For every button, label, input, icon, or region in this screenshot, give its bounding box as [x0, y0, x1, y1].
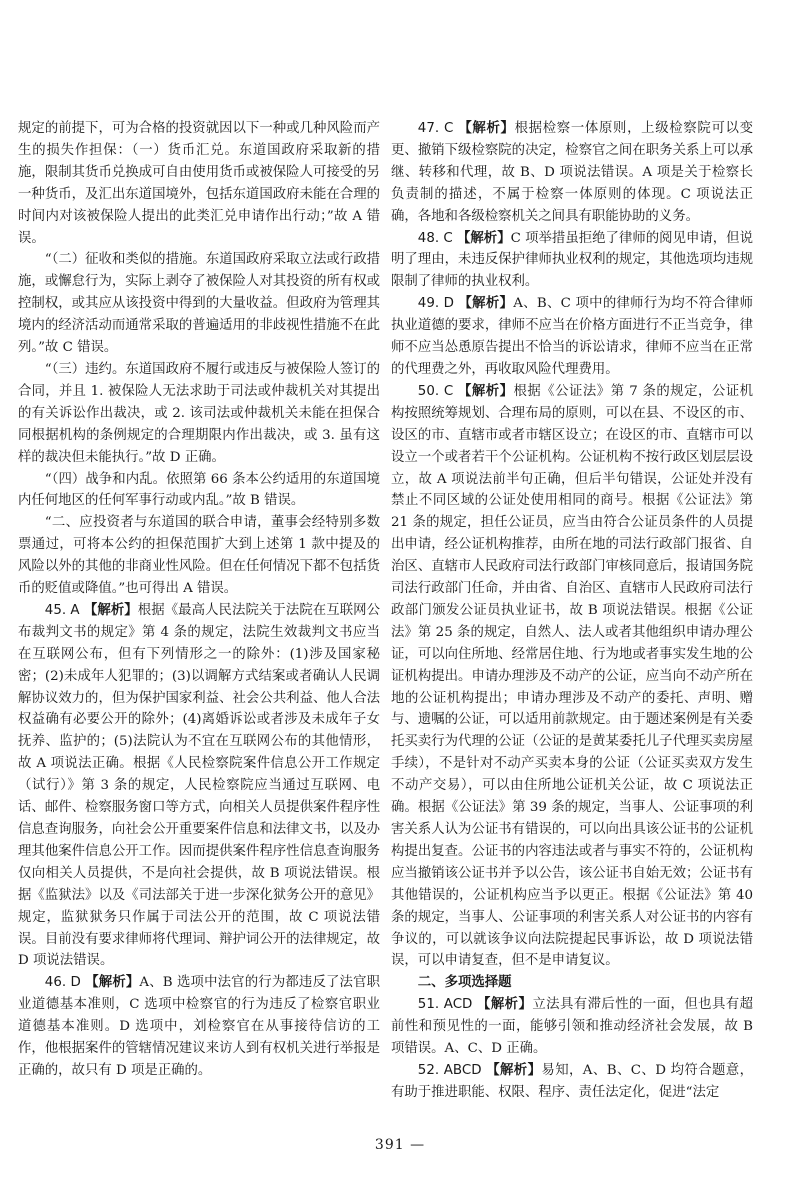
section-heading: 二、多项选择题 [417, 975, 512, 991]
analysis-tag: 【解析】 [458, 296, 514, 312]
paragraph-continued: 规定的前提下，可为合格的投资就因以下一种或几种风险而产生的损失作担保：（一）货币汇兑。东道国政府采取新的措施，限制其货币兑换成可自由使用货币或被保险人可接受的另一种货币，及汇出东道国境外，包括东道国政府未能在合理的时间内对该被保险人提出的此类汇兑申请作出行动；”故 A 错误。 [18, 121, 380, 246]
question-number: 48. C [417, 230, 457, 246]
answer-item [391, 118, 753, 228]
answer-text: C 项举措虽拒绝了律师的阅见申请，但说明了理由，未违反保护律师执业权利的规定，其他选项均违规限制了律师的执业权利。 [391, 230, 753, 290]
answer-item [18, 600, 380, 972]
analysis-tag: 【解析】 [486, 1062, 542, 1078]
answer-item [18, 972, 380, 1082]
question-number: 52. ABCD [417, 1062, 487, 1078]
question-number: 51. ACD [417, 997, 478, 1013]
analysis-tag: 【解析】 [456, 230, 511, 246]
answer-text: 根据检察一体原则，上级检察院可以变更、撤销下级检察院的决定，检察官之间在职务关系上可以承继、转移和代理，故 B、D 项说法错误。A 项是关于检察长负责制的描述，不属于检察一体原则的体现。C 项说法正确，各地和各级检察机关之间具有职能协助的义务。 [391, 121, 754, 224]
left-column [18, 118, 380, 1082]
analysis-tag: 【解析】 [83, 602, 138, 618]
answer-text: 根据《公证法》第 7 条的规定，公证机构按照统筹规划、合理布局的原则，可以在县、不设区的市、设区的市、直辖市或者市辖区设立；在设区的市、直辖市可以设立一个或者若干个公证机构。公证机构不按行政区划层层设立，故 A 项说法前半句正确，但后半句错误，公证处并没有禁止不同区域的公证处使用相同的商号。根据《公证法》第 21 条的规定，担任公证员，应当由符合公证员条件的人员提出申请，经公证机构推荐，由所在地的司法行政部门报省、自治区、直辖市人民政府司法行政部门审核同意后，报请国务院司法行政部门任命，并由省、自治区、直辖市人民政府司法行政部门颁发公证员执业证书，故 B 项说法错误。根据《公证法》第 25 条的规定，自然人、法人或者其他组织申请办理公证，可以向住所地、经常居住地、行为地或者事实发生地的公证机构提出。申请办理涉及不动产的公证，应当向不动产所在地的公证机构提出；申请办理涉及不动产的委托、声明、赠与、遗嘱的公证，可以适用前款规定。由于题述案例是有关委托买卖行为代理的公证（公证的是黄某委托儿子代理买卖房屋手续），不是针对不动产买卖本身的公证（公证买卖双方发生不动产交易），可以由住所地公证机关公证，故 C 项说法正确。根据《公证法》第 39 条的规定，当事人、公证事项的利害关系人认为公证书有错误的，可以向出具该公证书的公证机构提出复查。公证书的内容违法或者与事实不符的，公证机构应当撤销该公证书并予以公告，该公证书自始无效；公证书有其他错误的，公证机构应当予以更正。根据《公证法》第 40 条的规定，当事人、公证事项的利害关系人对公证书的内容有争议的，可以就该争议向法院提起民事诉讼，故 D 项说法错误，可以申请复查，但不是申请复议。 [391, 383, 753, 969]
paragraph: “二、应投资者与东道国的联合申请，董事会经特别多数票通过，可将本公约的担保范围扩大到上述第 1 款中提及的风险以外的其他的非商业性风险。但在任何情况下都不包括货币的贬值或降值。”也可得出 A 错误。 [18, 515, 380, 597]
paragraph: “（四）战争和内乱。依照第 66 条本公约适用的东道国境内任何地区的任何军事行动或内乱。”故 B 错误。 [18, 471, 380, 509]
analysis-tag: 【解析】 [458, 121, 515, 136]
answer-text: A、B 选项中法官的行为都违反了法官职业道德基本准则，C 选项中检察官的行为违反了检察官职业道德基本准则。D 选项中，刘检察官在从事接待信访的工作，他根据案件的管辖情况建议来访人到有权机关进行举报是正确的，故只有 D 项是正确的。 [18, 975, 380, 1078]
right-column [391, 118, 753, 1104]
analysis-tag: 【解析】 [477, 997, 533, 1013]
answer-item [391, 293, 753, 381]
answer-item [391, 381, 753, 972]
answer-item [391, 1060, 753, 1104]
answer-item [391, 228, 753, 294]
question-number: 45. A [44, 602, 84, 618]
analysis-tag: 【解析】 [457, 383, 514, 399]
question-number: 47. C [417, 121, 459, 136]
paragraph: “（三）违约。东道国政府不履行或违反与被保险人签订的合同，并且 1. 被保险人无法求助于司法或仲裁机关对其提出的有关诉讼作出裁决，或 2. 该司法或仲裁机关未能在担保合同根据机构的条例规定的合理期限内作出裁决，或 3. 虽有这样的裁决但未能执行。”故 D 正确。 [18, 361, 380, 465]
question-number: 46. D [44, 975, 86, 991]
answer-text: 立法具有滞后性的一面，但也具有超前性和预见性的一面，能够引领和推动经济社会发展，故 B 项错误。A、C、D 正确。 [391, 997, 753, 1057]
answer-text: A、B、C 项中的律师行为均不符合律师执业道德的要求，律师不应当在价格方面进行不正当竞争，律师不应当怂恿原告提出不恰当的诉讼请求，律师不应当在正常的代理费之外，再收取风险代理费用。 [391, 296, 753, 377]
paragraph: “（二）征收和类似的措施。东道国政府采取立法或行政措施，或懈怠行为，实际上剥夺了被保险人对其投资的所有权或控制权，或其应从该投资中得到的大量收益。但政府为管理其境内的经济活动而通常采取的普遍适用的非歧视性措施不在此列。”故 C 错误。 [18, 252, 380, 356]
question-number: 49. D [417, 296, 459, 312]
answer-text: 易知，A、B、C、D 均符合题意，有助于推进职能、权限、程序、责任法定化，促进“法定 [391, 1062, 753, 1100]
answer-item [391, 994, 753, 1060]
page-number: 391 — [374, 1137, 426, 1153]
question-number: 50. C [417, 383, 458, 399]
analysis-tag: 【解析】 [85, 975, 140, 991]
answer-text: 根据《最高人民法院关于法院在互联网公布裁判文书的规定》第 4 条的规定，法院生效裁判文书应当在互联网公布，但有下列情形之一的除外：(1)涉及国家秘密；(2)未成年人犯罪的；(3)以调解方式结案或者确认人民调解协议效力的，但为保护国家利益、社会公共利益、他人合法权益确有必要公开的除外；(4)离婚诉讼或者涉及未成年子女抚养、监护的；(5)法院认为不宜在互联网公布的其他情形，故 A 项说法正确。根据《人民检察院案件信息公开工作规定（试行）》第 3 条的规定，人民检察院应当通过互联网、电话、邮件、检察服务窗口等方式，向相关人员提供案件程序性信息查询服务，向社会公开重要案件信息和法律文书，以及办理其他案件信息公开工作。因而提供案件程序性信息查询服务仅向相关人员提供，不是向社会提供，故 B 项说法错误。根据《监狱法》以及《司法部关于进一步深化狱务公开的意见》规定，监狱狱务只作属于司法公开的范围，故 C 项说法错误。目前没有要求律师将代理词、辩护词公开的法律规定，故 D 项说法错误。 [18, 602, 381, 969]
